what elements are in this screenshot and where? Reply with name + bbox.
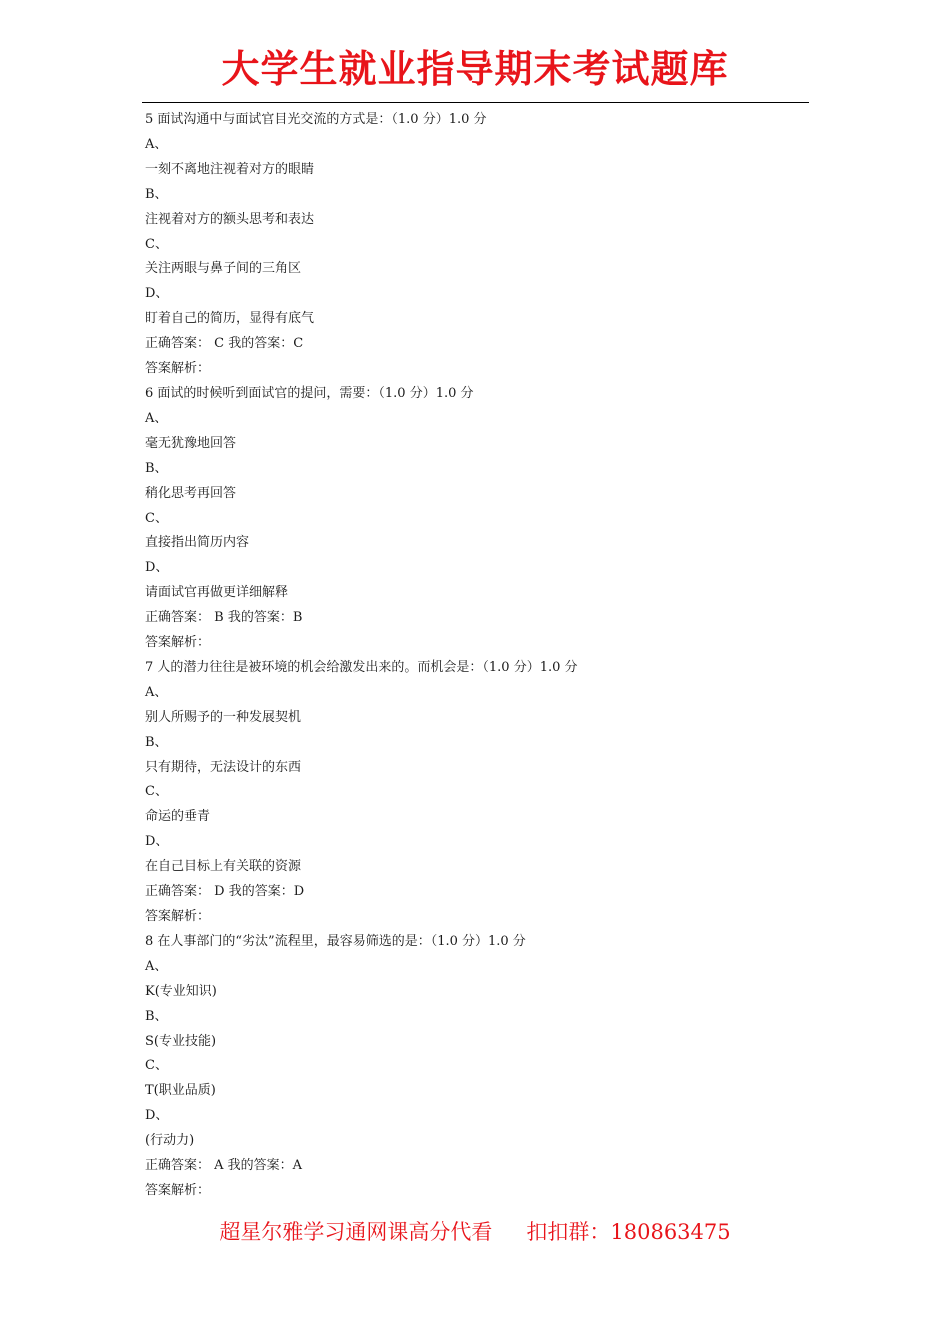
question-text: 8 在人事部门的“劣汰”流程里，最容易筛选的是：（1.0 分）1.0 分 [145, 933, 526, 949]
option-letter: A、 [145, 684, 168, 700]
option-text: 在自己目标上有关联的资源 [145, 859, 302, 875]
option-text: 一刻不离地注视着对方的眼睛 [145, 161, 315, 177]
question-text: 6 面试的时候听到面试官的提问，需要：（1.0 分）1.0 分 [145, 385, 474, 401]
option-text: 盯着自己的简历，显得有底气 [145, 311, 315, 327]
option-text: 命运的垂青 [145, 809, 211, 825]
option-letter: D、 [145, 834, 169, 850]
option-letter: A、 [145, 136, 168, 152]
analysis-line: 答案解析： [145, 1182, 211, 1198]
analysis-line: 答案解析： [145, 635, 211, 651]
analysis-line: 答案解析： [145, 909, 211, 924]
option-letter: B、 [145, 460, 168, 476]
option-letter: D、 [145, 286, 169, 302]
option-text: (行动力) [145, 1133, 195, 1149]
option-text: 稍化思考再回答 [145, 485, 237, 501]
option-letter: B、 [145, 186, 168, 202]
footer-left-text: 超星尔雅学习通网课高分代看 [219, 1220, 493, 1244]
option-text: 注视着对方的额头思考和表达 [145, 211, 315, 227]
footer-ad [0, 1216, 950, 1246]
document-title: 大学生就业指导期末考试题库 [221, 47, 729, 91]
answer-line: 正确答案： A 我的答案：A [145, 1158, 303, 1174]
option-letter: C、 [145, 510, 168, 526]
answer-line: 正确答案： C 我的答案：C [145, 336, 304, 352]
title-divider [142, 102, 809, 103]
option-text: 直接指出简历内容 [145, 535, 250, 551]
option-text: 关注两眼与鼻子间的三角区 [145, 261, 302, 277]
option-letter: B、 [145, 1008, 168, 1024]
option-text: 别人所赐予的一种发展契机 [145, 709, 302, 725]
question-list [145, 108, 805, 1204]
option-letter: D、 [145, 560, 169, 576]
option-letter: C、 [145, 1058, 168, 1074]
answer-line: 正确答案： B 我的答案：B [145, 610, 303, 626]
question-text: 7 人的潜力往往是被环境的机会给激发出来的。而机会是：（1.0 分）1.0 分 [145, 659, 578, 675]
answer-line: 正确答案： D 我的答案：D [145, 884, 305, 900]
option-letter: D、 [145, 1108, 169, 1124]
option-letter: A、 [145, 958, 168, 974]
option-letter: C、 [145, 236, 168, 252]
option-text: 毫无犹豫地回答 [145, 435, 237, 451]
option-text: K(专业知识) [145, 983, 217, 999]
option-text: S(专业技能) [145, 1033, 217, 1049]
question-text: 5 面试沟通中与面试官目光交流的方式是：（1.0 分）1.0 分 [145, 112, 487, 127]
option-text: T(职业品质) [145, 1083, 216, 1099]
option-text: 请面试官再做更详细解释 [145, 585, 289, 601]
option-letter: A、 [145, 410, 168, 426]
option-text: 只有期待，无法设计的东西 [145, 759, 302, 775]
option-letter: C、 [145, 784, 168, 800]
footer-right-text: 扣扣群：180863475 [526, 1220, 731, 1244]
option-letter: B、 [145, 734, 168, 750]
analysis-line: 答案解析： [145, 361, 211, 377]
